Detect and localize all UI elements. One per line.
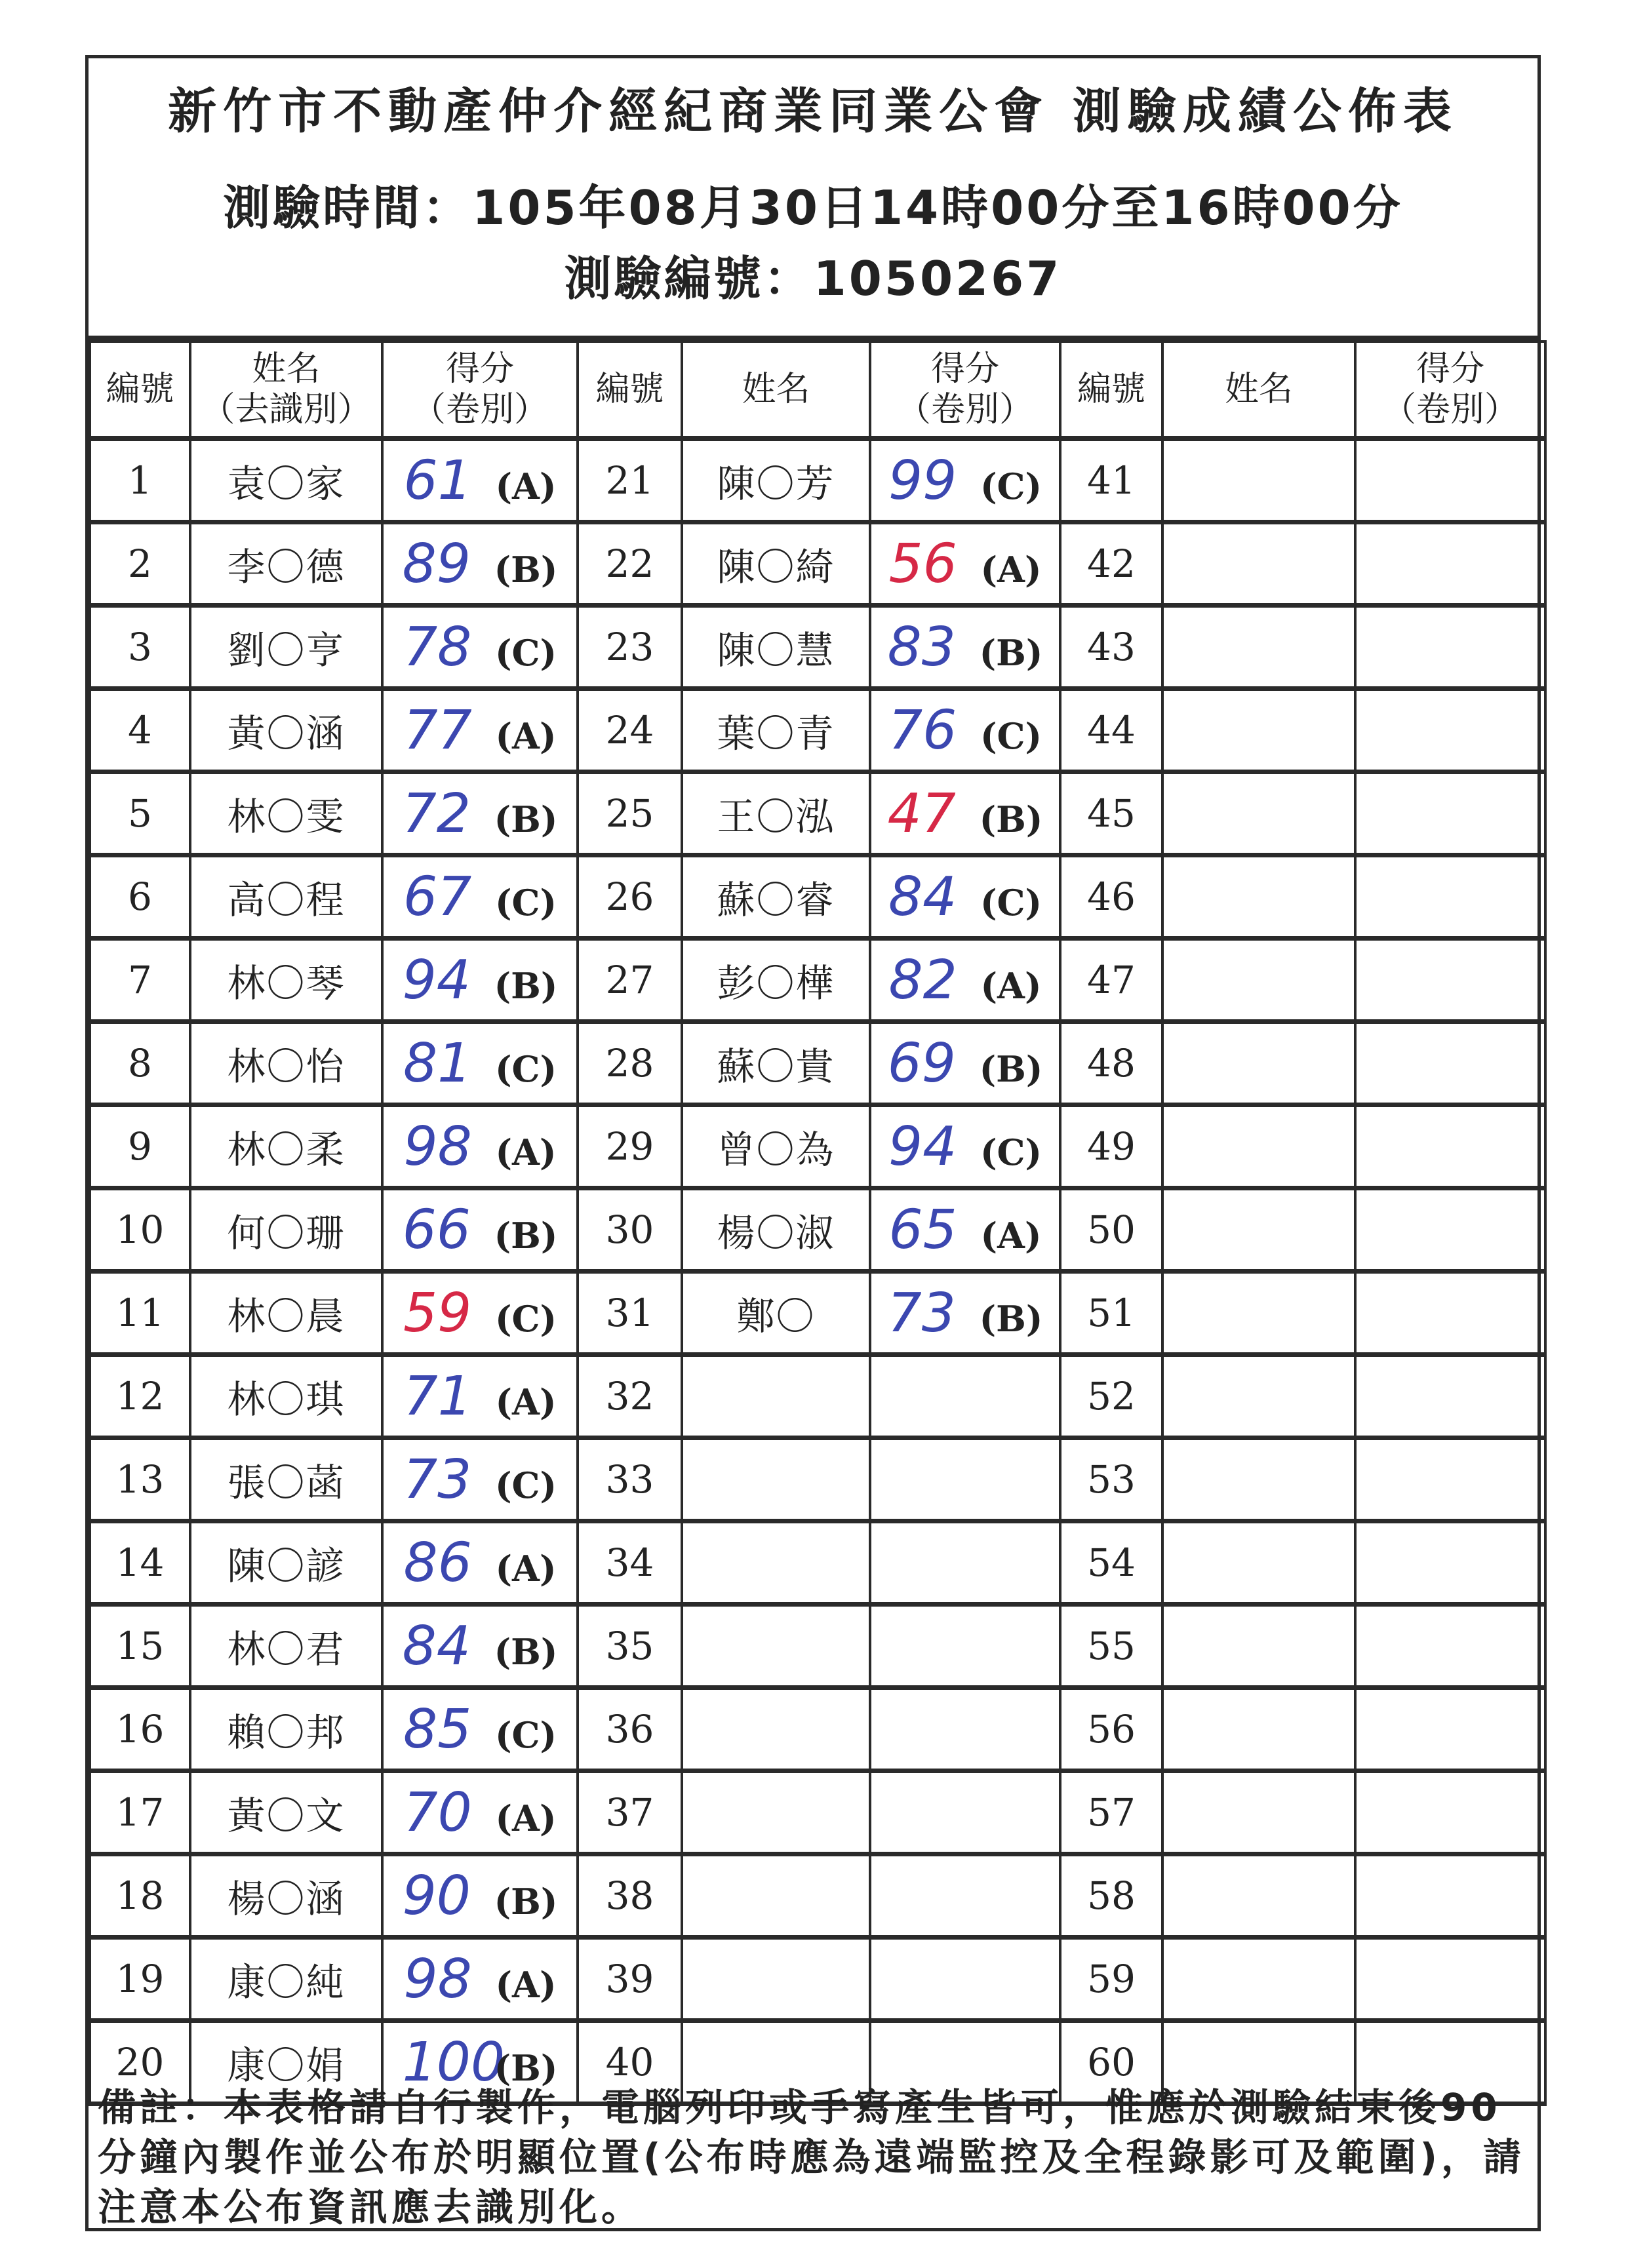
score-value: 81: [403, 1032, 472, 1095]
cell-score: [870, 1605, 1060, 1688]
cell-name: [1162, 1688, 1355, 1771]
cell-number: 48: [1060, 1022, 1162, 1105]
table-row: [90, 1605, 1545, 1688]
cell-score: [1355, 439, 1545, 522]
cell-number: 22: [578, 522, 682, 606]
cell-number: 3: [90, 606, 190, 689]
score-value: 85: [403, 1698, 472, 1761]
exam-number: [89, 241, 1537, 309]
cell-number: 14: [90, 1521, 190, 1605]
cell-score: [870, 1272, 1060, 1355]
paper-version: (C): [494, 631, 557, 674]
cell-number: 42: [1060, 522, 1162, 606]
cell-name: [1162, 1521, 1355, 1605]
table-row: [90, 939, 1545, 1022]
cell-score: [1355, 689, 1545, 772]
cell-number: 31: [578, 1272, 682, 1355]
cell-number: 1: [90, 439, 190, 522]
cell-score: [1355, 1521, 1545, 1605]
paper-version: (B): [494, 1880, 558, 1923]
cell-score: [870, 1854, 1060, 1938]
cell-name: [1162, 1854, 1355, 1938]
cell-number: 40: [578, 2021, 682, 2104]
cell-number: 15: [90, 1605, 190, 1688]
cell-number: 35: [578, 1605, 682, 1688]
cell-name: [682, 1438, 870, 1521]
paper-version: (C): [494, 881, 557, 924]
score-value-failing: 47: [887, 782, 956, 845]
cell-number: 34: [578, 1521, 682, 1605]
cell-number: 36: [578, 1688, 682, 1771]
cell-score: [1355, 1355, 1545, 1438]
cell-name: [1162, 939, 1355, 1022]
cell-score: [1355, 939, 1545, 1022]
cell-score: [382, 1771, 578, 1854]
score-value: 67: [403, 865, 472, 928]
exam-time: [89, 170, 1537, 238]
paper-version: (C): [980, 714, 1042, 757]
cell-number: 55: [1060, 1605, 1162, 1688]
cell-score: [382, 1938, 578, 2021]
cell-number: 39: [578, 1938, 682, 2021]
table-row: [90, 1355, 1545, 1438]
cell-name: [682, 1688, 870, 1771]
cell-name: 林〇怡: [190, 1022, 382, 1105]
cell-score: [382, 939, 578, 1022]
cell-score: [870, 855, 1060, 939]
cell-name: 陳〇綺: [682, 522, 870, 606]
cell-number: 52: [1060, 1355, 1162, 1438]
cell-score: [1355, 1771, 1545, 1854]
cell-score: [870, 606, 1060, 689]
paper-version: (A): [980, 1214, 1042, 1257]
score-value: 98: [403, 1115, 472, 1178]
cell-number: 9: [90, 1105, 190, 1188]
cell-score: [382, 606, 578, 689]
paper-version: (A): [495, 1547, 557, 1590]
header-number: 編號: [1060, 342, 1162, 439]
score-value: 73: [887, 1281, 956, 1344]
cell-number: 49: [1060, 1105, 1162, 1188]
table-row: [90, 1938, 1545, 2021]
paper-version: (A): [495, 714, 557, 757]
cell-name: [1162, 1605, 1355, 1688]
table-row: [90, 439, 1545, 522]
cell-name: 蘇〇睿: [682, 855, 870, 939]
cell-number: 56: [1060, 1688, 1162, 1771]
exam-time-label: 測驗時間：: [223, 180, 473, 235]
cell-number: 50: [1060, 1188, 1162, 1272]
score-value: 76: [888, 699, 957, 762]
paper-version: (B): [979, 798, 1043, 840]
cell-number: 21: [578, 439, 682, 522]
cell-name: 袁〇家: [190, 439, 382, 522]
cell-name: [682, 1854, 870, 1938]
header-number: 編號: [578, 342, 682, 439]
table-row: [90, 1022, 1545, 1105]
table-row: [90, 1854, 1545, 1938]
paper-version: (A): [495, 1963, 557, 2006]
header-score: [382, 342, 578, 439]
cell-score: [1355, 522, 1545, 606]
cell-name: 陳〇芳: [682, 439, 870, 522]
cell-score: [1355, 855, 1545, 939]
cell-name: [1162, 1438, 1355, 1521]
table-row: [90, 522, 1545, 606]
cell-score: [870, 1688, 1060, 1771]
cell-name: [1162, 606, 1355, 689]
score-value-failing: 56: [888, 532, 957, 595]
cell-score: [382, 1272, 578, 1355]
cell-name: [1162, 1272, 1355, 1355]
cell-name: 陳〇慧: [682, 606, 870, 689]
score-table: [89, 340, 1547, 2106]
cell-score: [382, 772, 578, 855]
score-value: 66: [402, 1198, 471, 1261]
cell-score: [382, 1605, 578, 1688]
cell-number: 41: [1060, 439, 1162, 522]
cell-name: [1162, 1022, 1355, 1105]
score-value: 89: [402, 532, 471, 595]
cell-score: [382, 1022, 578, 1105]
score-value: 90: [402, 1864, 471, 1927]
cell-name: 林〇柔: [190, 1105, 382, 1188]
score-value: 65: [888, 1198, 957, 1261]
cell-score: [1355, 1854, 1545, 1938]
cell-name: 李〇德: [190, 522, 382, 606]
page-title: 新竹市不動產仲介經紀商業同業公會 測驗成績公佈表: [168, 83, 1458, 140]
cell-name: 鄭〇: [682, 1272, 870, 1355]
cell-name: 張〇菡: [190, 1438, 382, 1521]
paper-version: (A): [980, 964, 1042, 1007]
cell-score: [870, 1438, 1060, 1521]
cell-score: [870, 689, 1060, 772]
cell-score: [870, 939, 1060, 1022]
table-header-row: [90, 342, 1545, 439]
table-row: [90, 1688, 1545, 1771]
cell-number: 45: [1060, 772, 1162, 855]
cell-name: [1162, 1355, 1355, 1438]
cell-score: [382, 1355, 578, 1438]
paper-version: (B): [494, 964, 558, 1007]
cell-score: [382, 439, 578, 522]
paper-version: (C): [980, 1131, 1042, 1173]
cell-name: 黃〇涵: [190, 689, 382, 772]
header-score: [1355, 342, 1545, 439]
header-name: [682, 342, 870, 439]
cell-name: 陳〇諺: [190, 1521, 382, 1605]
cell-name: 葉〇青: [682, 689, 870, 772]
paper-version: (B): [979, 1297, 1043, 1340]
cell-name: 楊〇淑: [682, 1188, 870, 1272]
cell-score: [870, 1521, 1060, 1605]
cell-score: [1355, 1938, 1545, 2021]
cell-number: 46: [1060, 855, 1162, 939]
cell-name: [1162, 439, 1355, 522]
header-score-label: 得分: [930, 349, 999, 389]
cell-score: [382, 1688, 578, 1771]
header-name-label: 姓名: [742, 370, 810, 409]
paper-version: (B): [494, 2046, 558, 2089]
cell-number: 18: [90, 1854, 190, 1938]
cell-score: [1355, 772, 1545, 855]
paper-version: (B): [979, 1047, 1043, 1090]
cell-score: [870, 1938, 1060, 2021]
cell-number: 44: [1060, 689, 1162, 772]
paper-version: (C): [494, 1464, 557, 1506]
table-body: [90, 439, 1545, 2104]
cell-number: 27: [578, 939, 682, 1022]
cell-score: [382, 1438, 578, 1521]
cell-score: [870, 1022, 1060, 1105]
cell-score: [870, 439, 1060, 522]
cell-name: [682, 1605, 870, 1688]
cell-score: [870, 1355, 1060, 1438]
paper-version: (A): [495, 1380, 557, 1423]
table-row: [90, 606, 1545, 689]
cell-number: 2: [90, 522, 190, 606]
cell-score: [382, 1854, 578, 1938]
cell-name: [682, 1521, 870, 1605]
cell-score: [870, 1771, 1060, 1854]
score-value: 77: [403, 699, 472, 762]
cell-number: 10: [90, 1188, 190, 1272]
score-value-failing: 59: [403, 1281, 472, 1344]
header-name-label: 姓名: [1224, 370, 1293, 409]
cell-name: 林〇君: [190, 1605, 382, 1688]
paper-version: (A): [495, 1131, 557, 1173]
cell-name: 王〇泓: [682, 772, 870, 855]
score-value: 94: [888, 1115, 957, 1178]
cell-number: 37: [578, 1771, 682, 1854]
cell-name: [682, 1938, 870, 2021]
paper-version: (C): [980, 881, 1042, 924]
cell-name: 康〇純: [190, 1938, 382, 2021]
cell-number: 33: [578, 1438, 682, 1521]
cell-name: [1162, 1105, 1355, 1188]
score-value: 73: [403, 1448, 472, 1511]
cell-number: 13: [90, 1438, 190, 1521]
cell-name: [1162, 1188, 1355, 1272]
cell-number: 23: [578, 606, 682, 689]
header-score: [870, 342, 1060, 439]
score-value: 84: [402, 1614, 471, 1677]
cell-number: 30: [578, 1188, 682, 1272]
cell-number: 25: [578, 772, 682, 855]
cell-name: 曾〇為: [682, 1105, 870, 1188]
cell-name: [1162, 855, 1355, 939]
cell-number: 20: [90, 2021, 190, 2104]
cell-name: [1162, 522, 1355, 606]
cell-score: [1355, 1438, 1545, 1521]
cell-name: 何〇珊: [190, 1188, 382, 1272]
cell-number: 26: [578, 855, 682, 939]
score-value: 86: [403, 1531, 472, 1594]
score-sheet: [85, 55, 1541, 2231]
cell-name: 高〇程: [190, 855, 382, 939]
table-row: [90, 1771, 1545, 1854]
score-value: 83: [887, 616, 956, 678]
paper-version: (B): [494, 1214, 558, 1257]
cell-name: 楊〇涵: [190, 1854, 382, 1938]
cell-score: [870, 772, 1060, 855]
cell-number: 51: [1060, 1272, 1162, 1355]
cell-score: [382, 1521, 578, 1605]
paper-version: (B): [979, 631, 1043, 674]
cell-number: 54: [1060, 1521, 1162, 1605]
paper-version: (C): [494, 1297, 557, 1340]
score-value: 72: [402, 782, 471, 845]
table-row: [90, 772, 1545, 855]
table-row: [90, 1105, 1545, 1188]
cell-name: 彭〇樺: [682, 939, 870, 1022]
table-row: [90, 689, 1545, 772]
cell-number: 5: [90, 772, 190, 855]
cell-name: 林〇雯: [190, 772, 382, 855]
cell-number: 19: [90, 1938, 190, 2021]
cell-number: 7: [90, 939, 190, 1022]
cell-number: 16: [90, 1688, 190, 1771]
cell-score: [1355, 1272, 1545, 1355]
table-row: [90, 855, 1545, 939]
exam-number-value: 1050267: [813, 251, 1062, 306]
score-value: 100: [402, 2031, 506, 2094]
cell-number: 47: [1060, 939, 1162, 1022]
cell-score: [1355, 1688, 1545, 1771]
score-value: 82: [888, 948, 957, 1011]
cell-name: 劉〇亨: [190, 606, 382, 689]
cell-number: 59: [1060, 1938, 1162, 2021]
score-value: 98: [403, 1947, 472, 2010]
exam-time-value: 105年08月30日14時00分至16時00分: [472, 180, 1403, 235]
header-name: [190, 342, 382, 439]
cell-score: [1355, 1188, 1545, 1272]
cell-score: [382, 855, 578, 939]
remarks: 備註：本表格請自行製作，電腦列印或手寫產生皆可，惟應於測驗結束後90分鐘內製作並公布於明顯位置(公布時應為遠端監控及全程錄影可及範圍)，請注意本公布資訊應去識別化。: [98, 2085, 1526, 2229]
score-value: 61: [403, 449, 472, 512]
cell-score: [382, 1105, 578, 1188]
cell-number: 17: [90, 1771, 190, 1854]
header-score-label: 得分: [1416, 349, 1484, 389]
header-score-sublabel: （卷別）: [896, 390, 1033, 429]
cell-score: [382, 689, 578, 772]
cell-name: [682, 1355, 870, 1438]
score-value: 84: [888, 865, 957, 928]
cell-number: 4: [90, 689, 190, 772]
cell-number: 57: [1060, 1771, 1162, 1854]
cell-number: 28: [578, 1022, 682, 1105]
paper-version: (A): [495, 465, 557, 507]
paper-version: (C): [980, 465, 1042, 507]
cell-score: [1355, 1105, 1545, 1188]
cell-score: [1355, 1022, 1545, 1105]
paper-version: (B): [494, 548, 558, 591]
header-score-sublabel: （卷別）: [1381, 390, 1518, 429]
score-value: 99: [888, 449, 957, 512]
header-name-label: 姓名: [252, 349, 321, 389]
cell-name: 林〇琴: [190, 939, 382, 1022]
cell-number: 38: [578, 1854, 682, 1938]
cell-name: [1162, 1938, 1355, 2021]
cell-name: [1162, 1771, 1355, 1854]
score-value: 69: [887, 1032, 956, 1095]
cell-name: 黃〇文: [190, 1771, 382, 1854]
table-row: [90, 1188, 1545, 1272]
cell-score: [870, 1105, 1060, 1188]
cell-name: 林〇晨: [190, 1272, 382, 1355]
score-value: 94: [402, 948, 471, 1011]
cell-score: [1355, 1605, 1545, 1688]
cell-score: [1355, 606, 1545, 689]
score-value: 71: [403, 1365, 472, 1428]
exam-number-label: 測驗編號：: [564, 251, 814, 306]
header-name-sublabel: （去識別）: [201, 390, 372, 429]
cell-number: 24: [578, 689, 682, 772]
cell-number: 29: [578, 1105, 682, 1188]
cell-score: [382, 522, 578, 606]
header-number: 編號: [90, 342, 190, 439]
paper-version: (B): [494, 798, 558, 840]
cell-name: 賴〇邦: [190, 1688, 382, 1771]
header-score-sublabel: （卷別）: [411, 390, 548, 429]
paper-version: (A): [980, 548, 1042, 591]
cell-number: 53: [1060, 1438, 1162, 1521]
cell-number: 60: [1060, 2021, 1162, 2104]
cell-number: 6: [90, 855, 190, 939]
cell-name: 林〇琪: [190, 1355, 382, 1438]
table-row: [90, 1272, 1545, 1355]
cell-score: [382, 1188, 578, 1272]
paper-version: (B): [494, 1630, 558, 1673]
header-score-label: 得分: [445, 349, 514, 389]
cell-score: [870, 1188, 1060, 1272]
table-row: [90, 1521, 1545, 1605]
header-name: [1162, 342, 1355, 439]
cell-name: [1162, 772, 1355, 855]
cell-number: 43: [1060, 606, 1162, 689]
sheet-header: [89, 58, 1537, 340]
paper-version: (C): [494, 1713, 557, 1756]
cell-name: [682, 1771, 870, 1854]
table-row: [90, 1438, 1545, 1521]
cell-name: 康〇娟: [190, 2021, 382, 2104]
cell-number: 8: [90, 1022, 190, 1105]
cell-number: 58: [1060, 1854, 1162, 1938]
cell-score: [870, 522, 1060, 606]
paper-version: (C): [494, 1047, 557, 1090]
score-value: 70: [403, 1781, 472, 1844]
cell-number: 32: [578, 1355, 682, 1438]
cell-name: 蘇〇貴: [682, 1022, 870, 1105]
cell-number: 11: [90, 1272, 190, 1355]
score-value: 78: [403, 616, 472, 678]
cell-number: 12: [90, 1355, 190, 1438]
paper-version: (A): [495, 1797, 557, 1839]
cell-name: [1162, 689, 1355, 772]
